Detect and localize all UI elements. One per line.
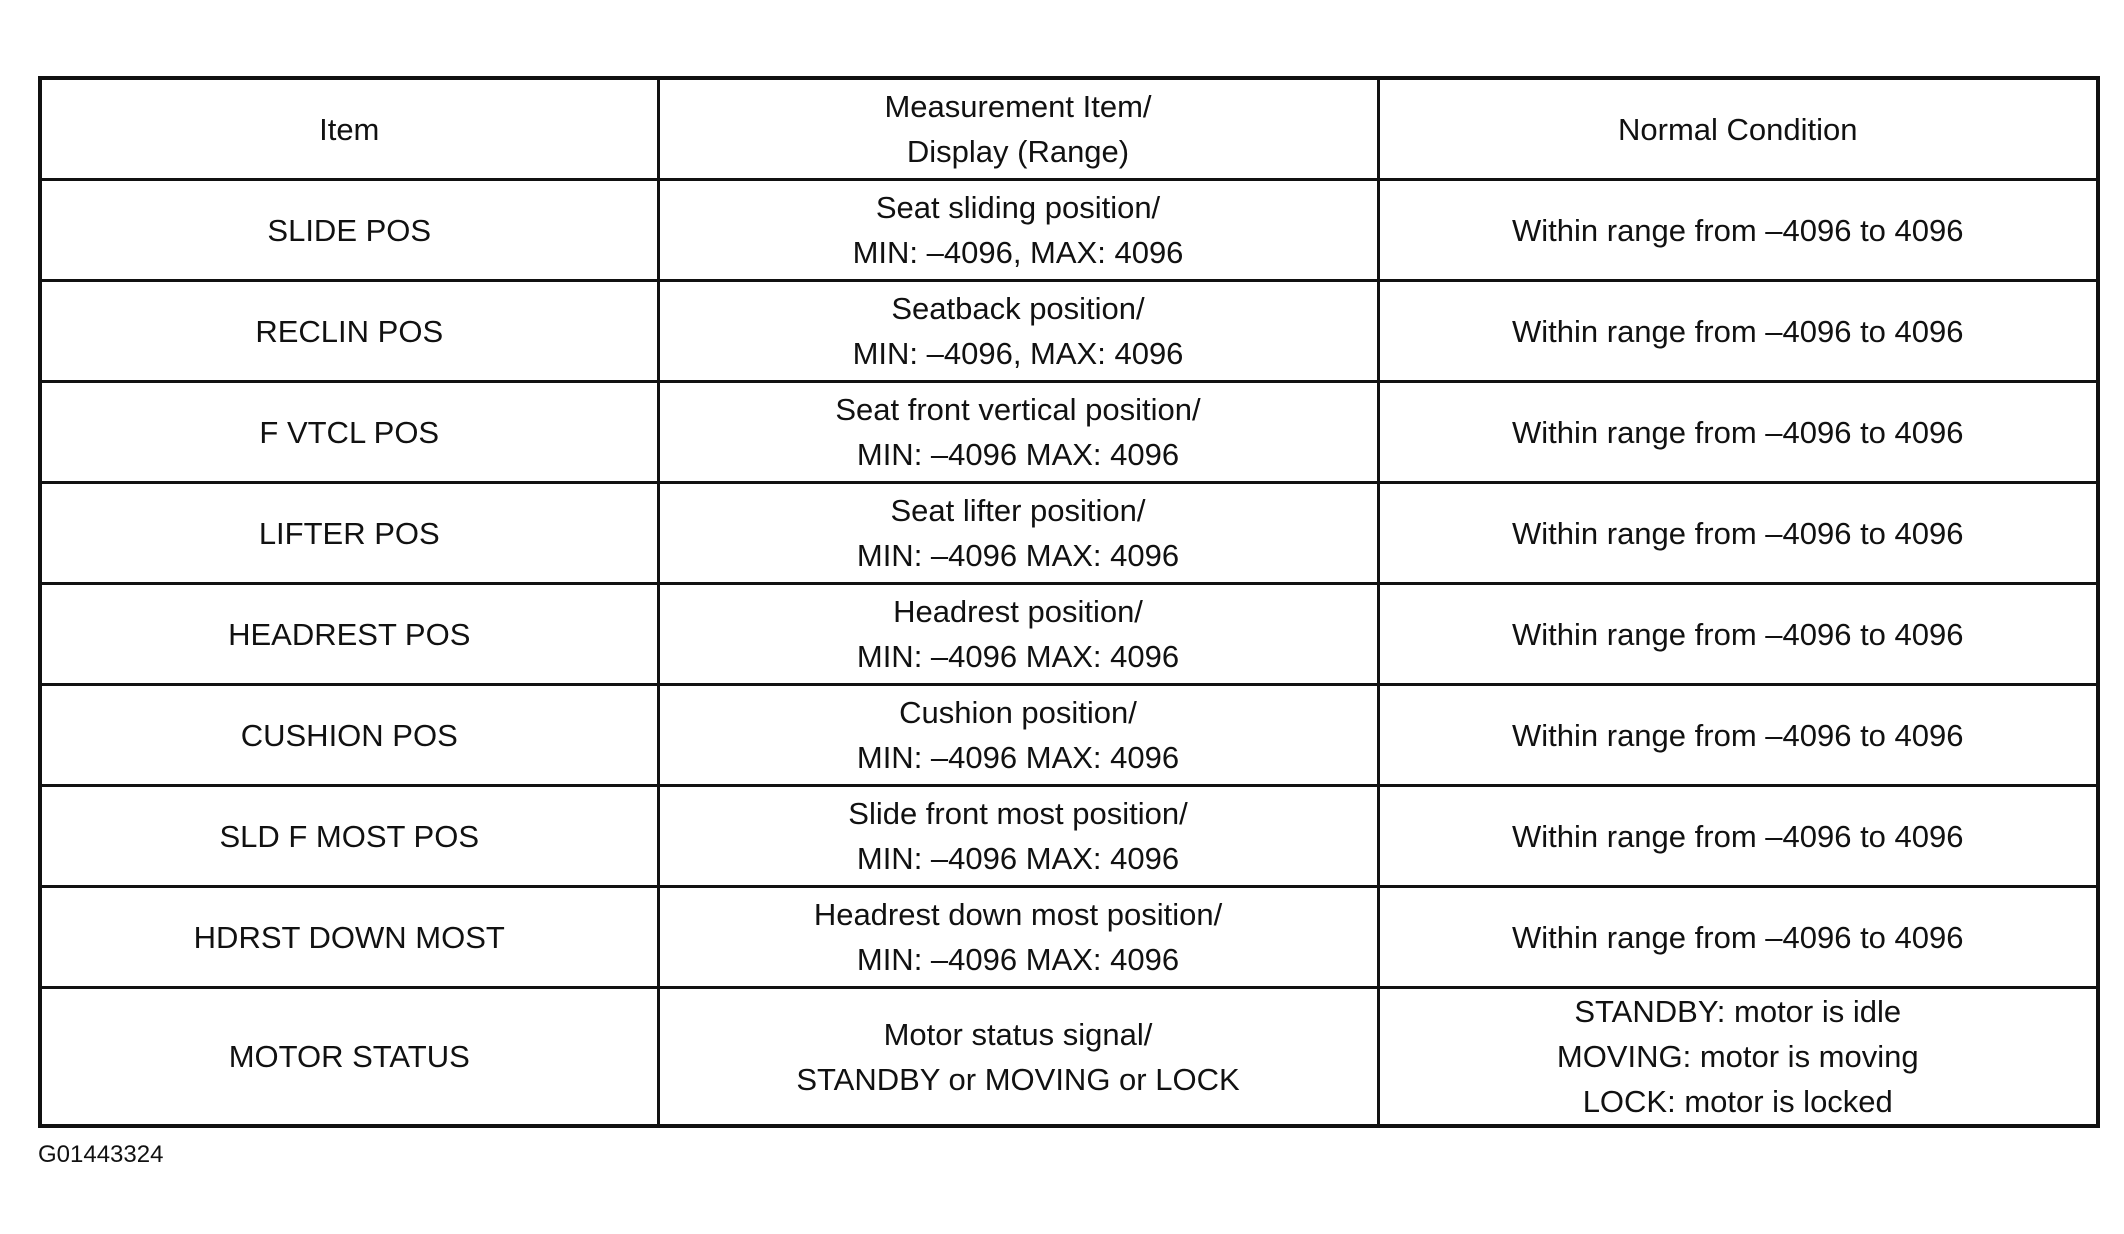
measurement-line-2: MIN: –4096, MAX: 4096: [852, 235, 1184, 270]
measurement-line-1: Seat front vertical position/: [835, 392, 1201, 427]
header-measurement-line1: Measurement Item/: [884, 89, 1152, 124]
cell-item: [40, 887, 658, 988]
measurement-table: [38, 76, 2100, 1128]
normal-condition-line: Within range from –4096 to 4096: [1512, 717, 1964, 753]
header-row: [40, 78, 2098, 180]
normal-condition-line: MOVING: motor is moving: [1556, 1039, 1919, 1074]
measurement-line-2: MIN: –4096 MAX: 4096: [856, 740, 1180, 775]
normal-condition-line: STANDBY: motor is idle: [1574, 994, 1902, 1029]
cell-normal-condition: [1378, 584, 2098, 685]
cell-measurement: [658, 584, 1378, 685]
cell-item: [40, 382, 658, 483]
table-row: [40, 281, 2098, 382]
cell-item: [40, 584, 658, 685]
measurement-line-2: MIN: –4096 MAX: 4096: [856, 942, 1180, 977]
header-item: [40, 78, 658, 180]
measurement-line-1: Headrest down most position/: [813, 897, 1223, 932]
measurement-line-1: Cushion position/: [899, 695, 1137, 730]
measurement-line-2: MIN: –4096 MAX: 4096: [856, 538, 1180, 573]
cell-normal-condition: [1378, 382, 2098, 483]
cell-normal-condition: [1378, 483, 2098, 584]
normal-condition-line: Within range from –4096 to 4096: [1512, 313, 1964, 349]
measurement-line-1: Headrest position/: [893, 594, 1143, 629]
header-item-label: Item: [319, 111, 380, 147]
table-row: [40, 786, 2098, 887]
cell-measurement: [658, 483, 1378, 584]
measurement-line-1: Seat lifter position/: [890, 493, 1146, 528]
cell-item: [40, 685, 658, 786]
table-row: [40, 887, 2098, 988]
table-row: [40, 584, 2098, 685]
cell-item: [40, 281, 658, 382]
cell-item: [40, 988, 658, 1127]
header-normal-condition-label: Normal Condition: [1618, 111, 1858, 147]
measurement-line-1: Seat sliding position/: [875, 190, 1161, 225]
cell-measurement: [658, 382, 1378, 483]
normal-condition-line: Within range from –4096 to 4096: [1512, 515, 1964, 551]
cell-measurement: [658, 281, 1378, 382]
header-measurement: [658, 78, 1378, 180]
table-row: [40, 483, 2098, 584]
measurement-line-2: STANDBY or MOVING or LOCK: [796, 1061, 1240, 1097]
cell-measurement: [658, 786, 1378, 887]
measurement-line-2: MIN: –4096 MAX: 4096: [856, 639, 1180, 674]
cell-normal-condition: [1378, 988, 2098, 1127]
normal-condition-line: Within range from –4096 to 4096: [1512, 919, 1964, 955]
cell-normal-condition: [1378, 685, 2098, 786]
measurement-line-1: Seatback position/: [891, 291, 1145, 326]
cell-measurement: [658, 887, 1378, 988]
table-row: [40, 382, 2098, 483]
cell-item: [40, 483, 658, 584]
item-label: CUSHION POS: [240, 717, 458, 753]
normal-condition-line: LOCK: motor is locked: [1582, 1084, 1893, 1119]
cell-normal-condition: [1378, 180, 2098, 281]
table-body: [40, 180, 2098, 1127]
header-measurement-line2: Display (Range): [906, 134, 1130, 169]
table-header: [40, 78, 2098, 180]
item-label: LIFTER POS: [258, 515, 440, 551]
cell-item: [40, 180, 658, 281]
item-label: F VTCL POS: [259, 414, 440, 450]
item-label: HEADREST POS: [228, 616, 471, 652]
cell-measurement: [658, 988, 1378, 1127]
item-label: SLD F MOST POS: [219, 818, 480, 854]
table-row: [40, 685, 2098, 786]
normal-condition-line: Within range from –4096 to 4096: [1512, 212, 1964, 248]
measurement-line-1: Slide front most position/: [848, 796, 1188, 831]
table-row: [40, 180, 2098, 281]
cell-normal-condition: [1378, 786, 2098, 887]
header-normal-condition: [1378, 78, 2098, 180]
item-label: SLIDE POS: [267, 212, 432, 248]
cell-measurement: [658, 180, 1378, 281]
item-label: MOTOR STATUS: [228, 1039, 470, 1074]
table-row: [40, 988, 2098, 1127]
item-label: HDRST DOWN MOST: [193, 919, 505, 955]
cell-normal-condition: [1378, 281, 2098, 382]
cell-normal-condition: [1378, 887, 2098, 988]
cell-measurement: [658, 685, 1378, 786]
measurement-line-2: MIN: –4096, MAX: 4096: [852, 336, 1184, 371]
measurement-line-2: MIN: –4096 MAX: 4096: [856, 437, 1180, 472]
figure-id: G01443324: [38, 1141, 164, 1168]
normal-condition-line: Within range from –4096 to 4096: [1512, 818, 1964, 854]
measurement-line-1: Motor status signal/: [883, 1016, 1153, 1052]
normal-condition-line: Within range from –4096 to 4096: [1512, 414, 1964, 450]
normal-condition-line: Within range from –4096 to 4096: [1512, 616, 1964, 652]
item-label: RECLIN POS: [255, 313, 444, 349]
measurement-line-2: MIN: –4096 MAX: 4096: [856, 841, 1180, 876]
cell-item: [40, 786, 658, 887]
